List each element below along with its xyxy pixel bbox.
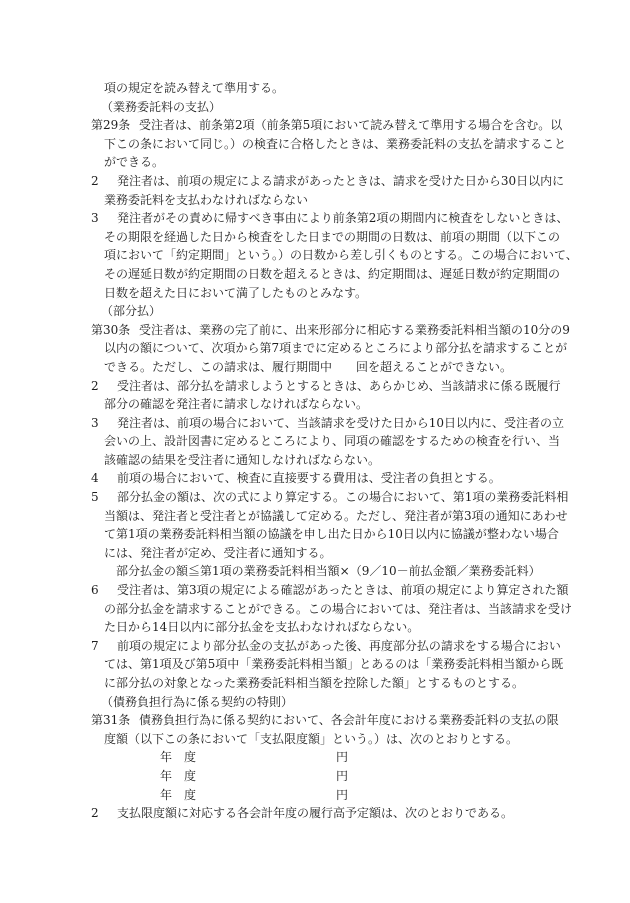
article-29-paragraph-1-line-3: ができる。 — [104, 155, 165, 170]
line-text: 受注者は、部分払を請求しようとするときは、あらかじめ、当該請求に係る既履行 — [117, 378, 561, 393]
article-29-paragraph-3-line-1 — [91, 209, 569, 228]
article-30-paragraph-5-line-1 — [91, 488, 569, 507]
article-30-paragraph-5-line-4: には、発注者が定め、受注者に通知する。 — [104, 545, 332, 560]
article-31-number: 第31条 — [91, 713, 131, 728]
article-29-heading: （業務委託料の支払） — [101, 99, 222, 114]
article-30-paragraph-7-line-3: に部分払の対象となった業務委託料相当額を控除した額」とするものとする。 — [104, 676, 525, 690]
line-text: 発注者は、前項の場合において、当該請求を受けた日から10日以内に、受注者の立 — [117, 415, 565, 430]
paragraph-number: 2 — [91, 173, 99, 188]
article-30-paragraph-6-line-3: た日から14日以内に部分払金を支払わなければならない。 — [104, 620, 420, 635]
article-30-paragraph-3-line-2: 会いの上、設計図書に定めるところにより、同項の確認をするための検査を行い、当 — [104, 434, 561, 449]
article-29-paragraph-3-line-4: その遅延日数が約定期間の日数を超えるときは、約定期間は、遅延日数が約定期間の — [104, 266, 561, 281]
article-29-paragraph-2-line-1 — [91, 172, 565, 191]
article-30-paragraph-6-line-1 — [91, 581, 569, 600]
paragraph-number: 2 — [91, 806, 99, 821]
line-text: 受注者は、第3項の規定による確認があったときは、前項の規定により算定された額 — [117, 583, 569, 598]
limit-year-label: 年 度 — [160, 750, 197, 765]
paragraph-number: 6 — [91, 583, 99, 598]
article-30-paragraph-3-line-3: 該確認の結果を受注者に通知しなければならない。 — [104, 452, 381, 467]
article-30-paragraph-2-line-2: 部分の確認を発注者に請求しなければならない。 — [104, 397, 369, 412]
limit-unit-label: 円 — [336, 787, 349, 802]
article-29-paragraph-1-line-1 — [91, 116, 561, 135]
continuation-line: 項の規定を読み替えて準用する。 — [104, 81, 285, 95]
article-30-paragraph-7-line-2: ては、第1項及び第5項中「業務委託料相当額」とあるのは「業務委託料相当額から既 — [104, 657, 564, 672]
line-text: 前項の規定により部分払金の支払があった後、再度部分払の請求をする場合におい — [117, 638, 561, 653]
article-30-paragraph-1-line-1 — [91, 321, 570, 340]
limit-table-row — [91, 786, 561, 805]
line-text: 支払限度額に対応する各会計年度の履行高予定額は、次のとおりである。 — [117, 806, 514, 821]
article-29-number: 第29条 — [91, 118, 131, 133]
article-31-paragraph-2-line-1 — [91, 804, 561, 823]
paragraph-number: 7 — [91, 638, 99, 653]
article-30-paragraph-3-line-1 — [91, 414, 565, 433]
line-text: 発注者がその責めに帰すべき事由により前条第2項の期間内に検査をしないときは、 — [117, 211, 569, 226]
paragraph-number: 4 — [91, 471, 99, 486]
article-30-paragraph-4-line-1 — [91, 469, 561, 488]
article-30-paragraph-5-line-2: 当額は、発注者と受注者とが協議して定める。ただし、発注者が第3項の通知にあわせ — [104, 508, 568, 523]
partial-payment-formula: 部分払金の額≦第1項の業務委託料相当額×（9／10－前払金額／業務委託料） — [116, 564, 541, 579]
article-30-heading: （部分払） — [101, 304, 162, 319]
article-30-paragraph-6-line-2: の部分払金を請求することができる。この場合においては、発注者は、当該請求を受け — [104, 601, 573, 616]
article-30-number: 第30条 — [91, 322, 131, 337]
article-31-heading: （債務負担行為に係る契約の特則） — [101, 694, 294, 709]
line-text: 発注者は、前項の規定による請求があったときは、請求を受けた日から30日以内に — [117, 173, 565, 188]
limit-table-row — [91, 748, 561, 767]
paragraph-number: 3 — [91, 211, 99, 226]
limit-year-label: 年 度 — [160, 787, 197, 802]
article-29-paragraph-3-line-5: 日数を超えた日において満了したものとみなす。 — [104, 285, 368, 300]
line-text: 債務負担行為に係る契約において、各会計年度における業務委託料の支払の限 — [139, 713, 559, 728]
article-30-paragraph-7-line-1 — [91, 637, 561, 656]
line-text: 受注者は、前条第2項（前条第5項において読み替えて準用する場合を含む。以 — [139, 118, 563, 133]
article-29-paragraph-3-line-3: 項において「約定期間」という。）の日数から差し引くものとする。この場合において、 — [104, 248, 578, 263]
line-text: 部分払金の額は、次の式により算定する。この場合において、第1項の業務委託料相 — [117, 490, 569, 505]
article-31-paragraph-1-line-1 — [91, 711, 561, 730]
line-text: 前項の場合において、検査に直接要する費用は、受注者の負担とする。 — [117, 471, 501, 486]
limit-year-label: 年 度 — [160, 768, 197, 783]
article-30-paragraph-1-line-2: 以内の額について、次項から第7項までに定めるところにより部分払を請求することが — [104, 341, 568, 356]
line-text: 受注者は、業務の完了前に、出来形部分に相応する業務委託料相当額の10分の9 — [139, 322, 570, 337]
article-30-paragraph-2-line-1 — [91, 377, 561, 396]
paragraph-number: 5 — [91, 490, 99, 505]
contract-page — [91, 79, 578, 823]
limit-table-row — [91, 767, 561, 786]
article-30-paragraph-5-line-3: て第1項の業務委託料相当額の協議を申し出た日から10日以内に協議が整わない場合 — [104, 527, 559, 542]
paragraph-number: 2 — [91, 378, 99, 393]
paragraph-number: 3 — [91, 415, 99, 430]
article-29-paragraph-2-line-2: 業務委託料を支払わなければならない — [104, 192, 309, 207]
article-30-paragraph-1-line-3: できる。ただし、この請求は、履行期間中 回を超えることができない。 — [104, 359, 513, 374]
article-29-paragraph-3-line-2: その期限を経過した日から検査をした日までの期間の日数は、前項の期間（以下この — [104, 229, 561, 244]
article-29-paragraph-1-line-2: 下この条において同じ。）の検査に合格したときは、業務委託料の支払を請求すること — [104, 136, 567, 151]
article-31-paragraph-1-line-2: 度額（以下この条において「支払限度額」という。）は、次のとおりとする。 — [104, 731, 519, 746]
limit-unit-label: 円 — [336, 750, 349, 765]
limit-unit-label: 円 — [336, 768, 349, 783]
